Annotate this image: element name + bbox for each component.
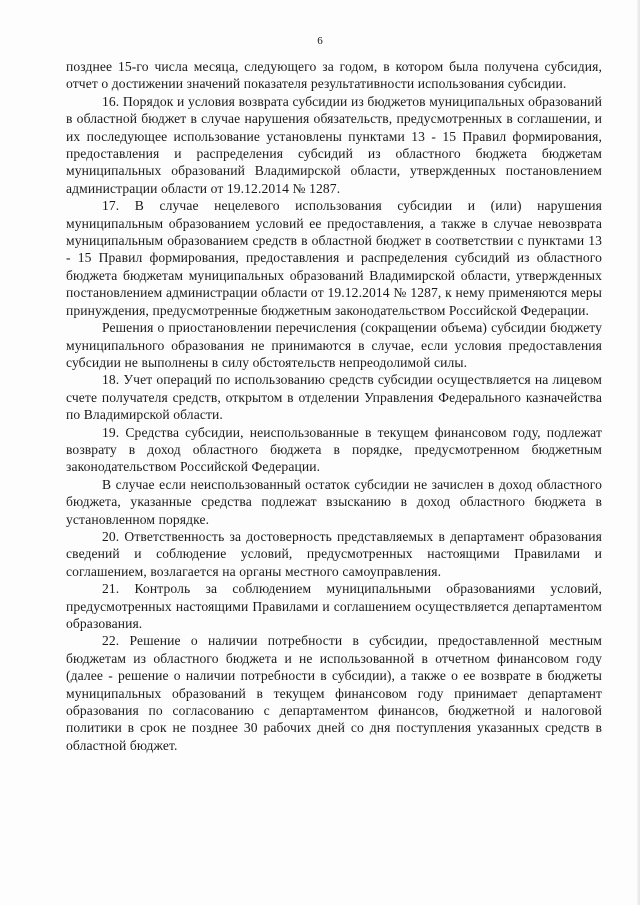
paragraph-21: 21. Контроль за соблюдением муниципальными образованиями условий, предусмотренных настоящими Правилами и соглашением осуществляется департаментом образования. bbox=[66, 581, 602, 631]
paragraph-18: 18. Учет операций по использованию средств субсидии осуществляется на лицевом счете получателя средств, открытом в отделении Управления Федерального казначейства по Владимирской области. bbox=[66, 372, 602, 423]
paragraph-19-remainder: В случае если неиспользованный остаток субсидии не зачислен в доход областного бюджета, указанные средства подлежат взысканию в доход областного бюджета в установленном порядке. bbox=[66, 476, 602, 527]
page-number: 6 bbox=[317, 35, 323, 47]
paragraph-19: 19. Средства субсидии, неиспользованные в текущем финансовом году, подлежат возврату в доход областного бюджета в порядке, предусмотренном бюджетным законодательством Российской Федерации. bbox=[66, 424, 602, 475]
paragraph-20: 20. Ответственность за достоверность представляемых в департамент образования сведений и соблюдение условий, предусмотренных настоящими Правилами и соглашением, возлагается на органы местного самоуправления. bbox=[66, 528, 602, 579]
paragraph-17: 17. В случае нецелевого использования субсидии и (или) нарушения муниципальным образованием условий ее предоставления, а также в случае невозврата муниципальным образованием средств в областной бюджет в соответствии с пунктами 13 - 15 Правил формирования, предоставления и распределения субсидий из областного бюджета бюджетам муниципальных образований Владимирской области, утвержденных постановлением администрации области от 19.12.2014 № 1287, к нему применяются меры принуждения, предусмотренные бюджетным законодательством Российской Федерации. bbox=[66, 198, 602, 318]
paragraph-continuation: позднее 15-го числа месяца, следующего за годом, в котором была получена субсидия, отчет о достижении значений показателя результативности использования субсидии. bbox=[66, 59, 602, 92]
paragraph-17-suspension: Решения о приостановлении перечисления (сокращении объема) субсидии бюджету муниципального образования не принимаются в случае, если условия предоставления субсидии не выполнены в силу обстоятельств непреодолимой силы. bbox=[66, 320, 602, 370]
document-body bbox=[66, 58, 602, 754]
paragraph-16: 16. Порядок и условия возврата субсидии из бюджетов муниципальных образований в областной бюджет в случае нарушения обязательств, предусмотренных в соглашении, и их последующее использование установлены пунктами 13 - 15 Правил формирования, предоставления и распределения субсидий из областного бюджета бюджетам муниципальных образований Владимирской области, утвержденных постановлением администрации области от 19.12.2014 № 1287. bbox=[66, 93, 602, 196]
paragraph-22: 22. Решение о наличии потребности в субсидии, предоставленной местным бюджетам из областного бюджета и не использованной в отчетном финансовом году (далее - решение о наличии потребности в субсидии), а также о ее возврате в бюджеты муниципальных образований в текущем финансовом году принимает департамент образования по согласованию с департаментом финансов, бюджетной и налоговой политики в срок не позднее 30 рабочих дней со дня поступления указанных средств в областной бюджет. bbox=[66, 633, 602, 753]
